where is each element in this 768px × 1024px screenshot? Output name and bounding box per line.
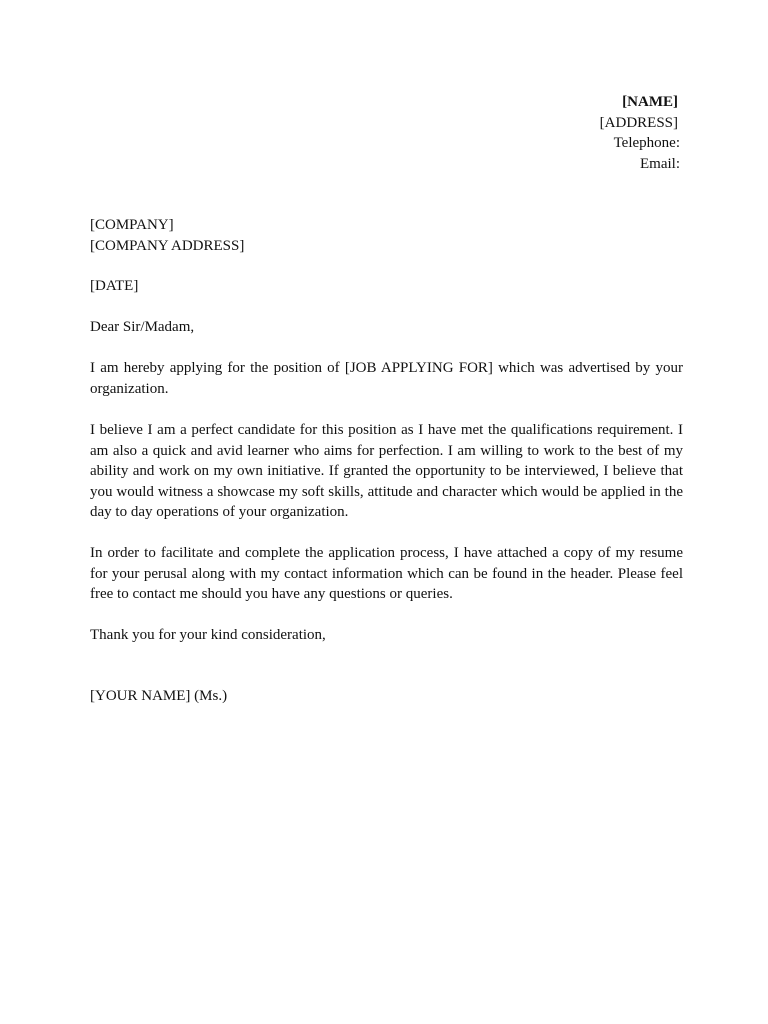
sender-name: [NAME] bbox=[622, 94, 678, 110]
salutation: Dear Sir/Madam, bbox=[90, 319, 195, 335]
sender-email: Email: bbox=[640, 155, 680, 172]
signature-name: [YOUR NAME] (Ms.) bbox=[90, 688, 228, 704]
recipient-block bbox=[90, 215, 683, 256]
paragraph-attachments: In order to facilitate and complete the application process, I have attached a copy of my resume for your perusal along with my contact information which can be found in the header. Please feel free to contact me should you have any questions or queries. bbox=[90, 545, 683, 602]
recipient-company: [COMPANY] bbox=[90, 217, 174, 233]
letter-date: [DATE] bbox=[90, 278, 139, 294]
recipient-company-address: [COMPANY ADDRESS] bbox=[90, 237, 245, 254]
sender-block bbox=[600, 92, 680, 174]
sender-telephone: Telephone: bbox=[613, 135, 680, 151]
paragraph-qualifications: I believe I am a perfect candidate for this position as I have met the qualifications requirement. I am also a quick and avid learner who aims for perfection. I am willing to work to the best of my ability and work on my own initiative. If granted the opportunity to be interviewed, I believe that you would witness a showcase my soft skills, attitude and character which would be applied in the day to day operations of your organization. bbox=[90, 422, 683, 520]
paragraph-application: I am hereby applying for the position of [JOB APPLYING FOR] which was advertised by your organization. bbox=[90, 360, 683, 397]
sender-address: [ADDRESS] bbox=[599, 114, 678, 131]
closing-line: Thank you for your kind consideration, bbox=[90, 627, 326, 643]
